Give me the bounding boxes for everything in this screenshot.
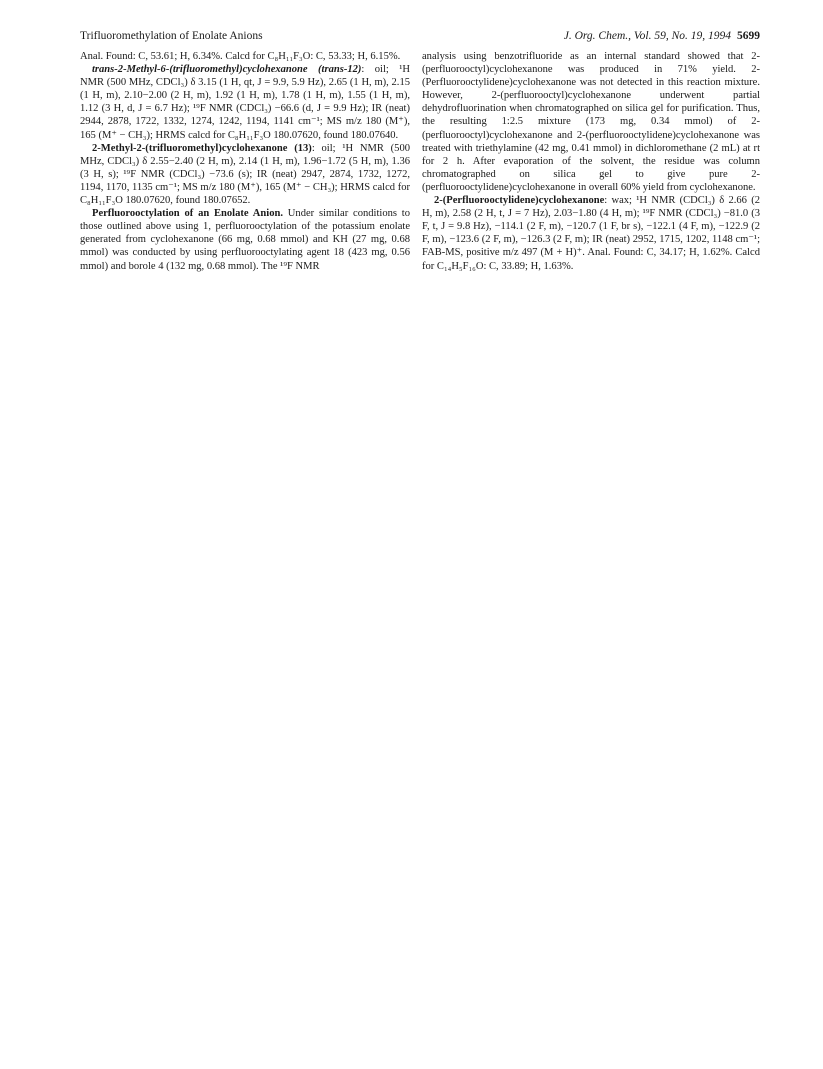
compound-heading: 2-(Perfluorooctylidene)cyclohexanone <box>434 195 605 207</box>
compound-data: : wax; ¹H NMR (CDCl₃) δ 2.66 (2 H, m), 2.58 (2 H, t, J = 7 Hz), 2.03−1.80 (4 H, m); ¹⁹F NMR (CDCl₃) −81.0 (3 F, t, J = 9.8 Hz), −114.1 (2 F, m), −120.7 (1 F, br s), −122.1 (4 F, m), −122.9 (2 F, m), −123.6 (2 F, m), −126.3 (2 F, m); IR (neat) 2952, 1715, 1202, 1148 cm⁻¹; FAB-MS, positive m/z 497 (M + H)⁺. Anal. Found: C, 34.17; H, 1.62%. Calcd for C₁₄H₅F₁₆O: C, 33.89; H, 1.63%. <box>422 195 760 272</box>
section-text: Under similar conditions to those outlined above using 1, perfluorooctylation of the potassium enolate generated from cyclohexanone (66 mg, 0.68 mmol) and KH (27 mg, 0.68 mmol) was conducted by using perfluorooctylating agent 18 (423 mg, 0.56 mmol) and borole 4 (132 mg, 0.68 mmol). The ¹⁹F NMR <box>80 208 411 272</box>
anal-paragraph: Anal. Found: C, 53.61; H, 6.34%. Calcd for C₈H₁₁F₃O: C, 53.33; H, 6.15%. <box>80 51 401 62</box>
running-title: Trifluoromethylation of Enolate Anions <box>80 30 263 42</box>
compound-heading: 2-Methyl-2-(trifluoromethyl)cyclohexanone (13) <box>92 142 312 154</box>
section-heading: Perfluorooctylation of an Enolate Anion. <box>92 208 283 220</box>
perfluorooctylation-paragraph <box>80 207 410 272</box>
journal-name: J. Org. Chem., Vol. 59, No. 19, 1994 <box>563 30 731 42</box>
compound-trans12-paragraph <box>80 63 410 142</box>
compound-data: : oil; ¹H NMR (500 MHz, CDCl₃) δ 3.15 (1 H, qt, J = 9.9, 5.9 Hz), 2.65 (1 H, m), 2.15 (1 H, m), 2.10−2.00 (2 H, m), 1.92 (1 H, m), 1.78 (1 H, m), 1.55 (1 H, m), 1.12 (3 H, d, J = 6.7 Hz); ¹⁹F NMR (CDCl₃) −66.6 (d, J = 9.9 Hz); IR (neat) 2944, 2878, 1722, 1332, 1274, 1242, 1194, 1141 cm⁻¹; MS m/z 180 (M⁺), 165 (M⁺ − CH₃); HRMS calcd for C₈H₁₁F₃O 180.07620, found 180.07640. <box>80 64 410 141</box>
compound-heading: trans-2-Methyl-6-(trifluoromethyl)cyclohexanone (trans-12) <box>92 64 362 76</box>
compound-perfluorooctylidene-paragraph <box>422 194 760 273</box>
analysis-paragraph: analysis using benzotrifluoride as an internal standard showed that 2-(perfluorooctyl)cyclohexanone was produced in 71% yield. 2-(Perfluorooctylidene)cyclohexanone was not detected in this reaction mixture. However, 2-(perfluorooctyl)cyclohexanone underwent partial dehydrofluorination when chromatographed on silica gel for purification. Thus, the resulting 1:2.5 mixture (173 mg, 0.34 mmol) of 2-(perfluorooctyl)cyclohexanone and 2-(perfluorooctylidene)cyclohexanone was treated with triethylamine (42 mg, 0.41 mmol) in dichloromethane (2 mL) at rt for 2 h. After evaporation of the solvent, the residue was column chromatographed on silica gel to give pure 2-(perfluorooctylidene)cyclohexanone in overall 60% yield from cyclohexanone. <box>422 51 760 193</box>
compound-13-paragraph <box>80 142 410 207</box>
page-number: 5699 <box>737 30 760 42</box>
right-column <box>422 50 760 273</box>
running-header <box>80 30 760 50</box>
journal-citation <box>564 30 760 42</box>
compound-data: : oil; ¹H NMR (500 MHz, CDCl₃) δ 2.55−2.40 (2 H, m), 2.14 (1 H, m), 1.96−1.72 (5 H, m), 1.36 (3 H, s); ¹⁹F NMR (CDCl₃) −73.6 (s); IR (neat) 2947, 2874, 1732, 1272, 1194, 1170, 1135 cm⁻¹; MS m/z 180 (M⁺), 165 (M⁺ − CH₃); HRMS calcd for C₈H₁₁F₃O 180.07620, found 180.07652. <box>80 142 411 207</box>
left-column <box>80 50 410 273</box>
